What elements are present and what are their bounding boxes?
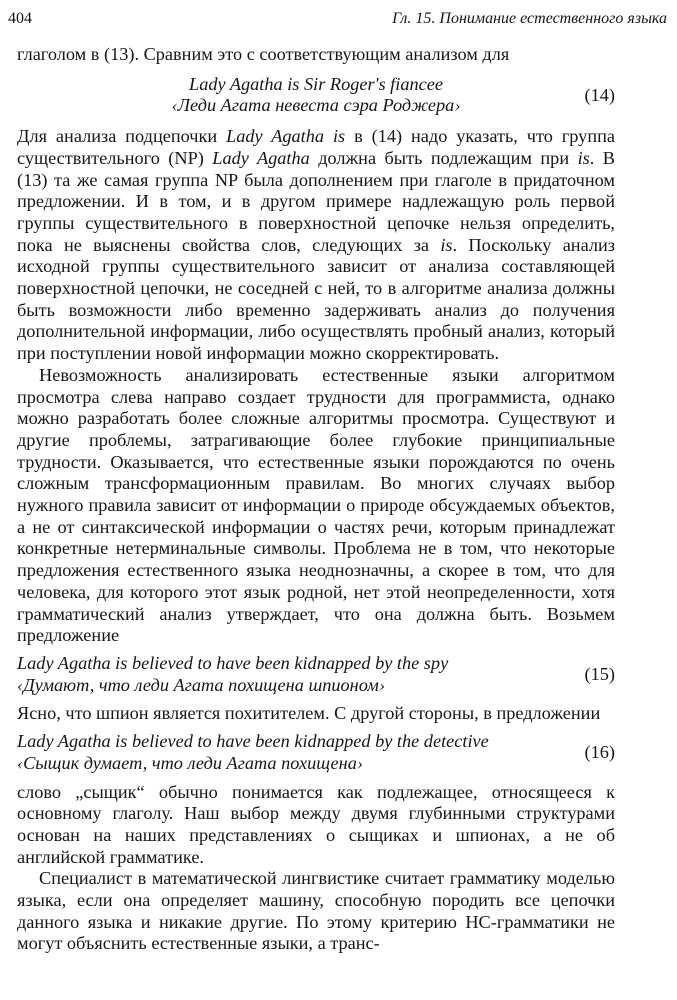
paragraph-continuation: глаголом в (13). Сравним это с соответствующим анализом для: [17, 44, 510, 64]
paragraph-detective: слово „сыщик“ обычно понимается как подлежащее, относящееся к основному глаголу. Наш выбор между двумя глубинными структурами основан на наших представлениях о сыщиках и шпионах, а не об английской грамматике.: [17, 781, 615, 867]
italic-term: Lady Agatha is: [226, 126, 346, 147]
paragraph-difficulties: Невозможность анализировать естественные языки алгоритмом просмотра слева направо создает трудности для программиста, однако можно разработать более сложные алгоритмы просмотра. Существуют и другие проблемы, затрагивающие более глубокие принципиальные трудности. Оказывается, что естественные языки порождаются по очень сложным трансформационным правилам. Во многих случаях выбор нужного правила зависит от информации о природе обсуждаемых объектов, а не от синтаксической информации о частях речи, которым принадлежат конкретные нетерминальные символы. Проблема не в том, что некоторые предложения естественного языка неоднозначны, а скорее в том, что для человека, для которого этот язык родной, нет этой неопределенности, хотя грамматический анализ утверждает, что она должна быть. Возьмем предложение: [17, 364, 615, 646]
example-15-number: (15): [584, 664, 615, 685]
example-14-english: Lady Agatha is Sir Roger's fiancee: [189, 73, 443, 94]
paragraph-analysis: [17, 126, 615, 365]
example-14-translation: ‹Леди Агата невеста сэра Роджера›: [171, 95, 461, 116]
italic-term: is: [440, 234, 453, 255]
page-number: 404: [8, 10, 32, 27]
example-15-english: Lady Agatha is believed to have been kidnapped by the spy: [17, 652, 449, 673]
example-14: [17, 66, 615, 126]
paragraph-spy: Ясно, что шпион является похитителем. С другой стороны, в предложении: [17, 703, 601, 724]
page-header: [8, 8, 667, 30]
example-16-english: Lady Agatha is believed to have been kidnapped by the detective: [17, 731, 489, 752]
text-run: . В (13) та же самая группа NP была дополнением при глаголе в придаточном предложении. И в том, и в другом примере надлежащую роль первой группы существительного в поверхностной цепочке нельзя определить, пока не выяснены свойства слов, следующих за: [17, 147, 615, 255]
italic-term: is: [577, 147, 590, 168]
italic-term: Lady Agatha: [212, 147, 310, 168]
text-run: в (14) надо указать, что группа существительного (NP): [17, 126, 615, 168]
page-body: [17, 44, 615, 955]
paragraph-grammar-model: Специалист в математической лингвистике считает грамматику моделью языка, если она определяет машину, способную породить все цепочки данного языка и никакие другие. По этому критерию НС-грамматики не могут объяснить естественные языки, а транс-: [17, 868, 615, 954]
example-14-number: (14): [584, 85, 615, 106]
example-15: [17, 647, 615, 703]
example-16-translation: ‹Сыщик думает, что леди Агата похищена›: [17, 752, 363, 773]
example-16: [17, 725, 615, 781]
example-16-number: (16): [584, 742, 615, 763]
text-run: . Поскольку анализ исходной группы существительного зависит от анализа составляющей поверхностной цепочки, не соседней с ней, то в алгоритме анализа должны быть возможности либо временно задерживать анализ до получения дополнительной информации, либо осуществлять пробный анализ, который при поступлении новой информации можно скорректировать.: [17, 234, 615, 364]
example-15-translation: ‹Думают, что леди Агата похищена шпионом›: [17, 674, 385, 695]
text-run: Для анализа подцепочки: [17, 126, 227, 147]
text-run: должна быть подлежащим при: [309, 147, 578, 168]
running-title: Гл. 15. Понимание естественного языка: [392, 10, 667, 27]
